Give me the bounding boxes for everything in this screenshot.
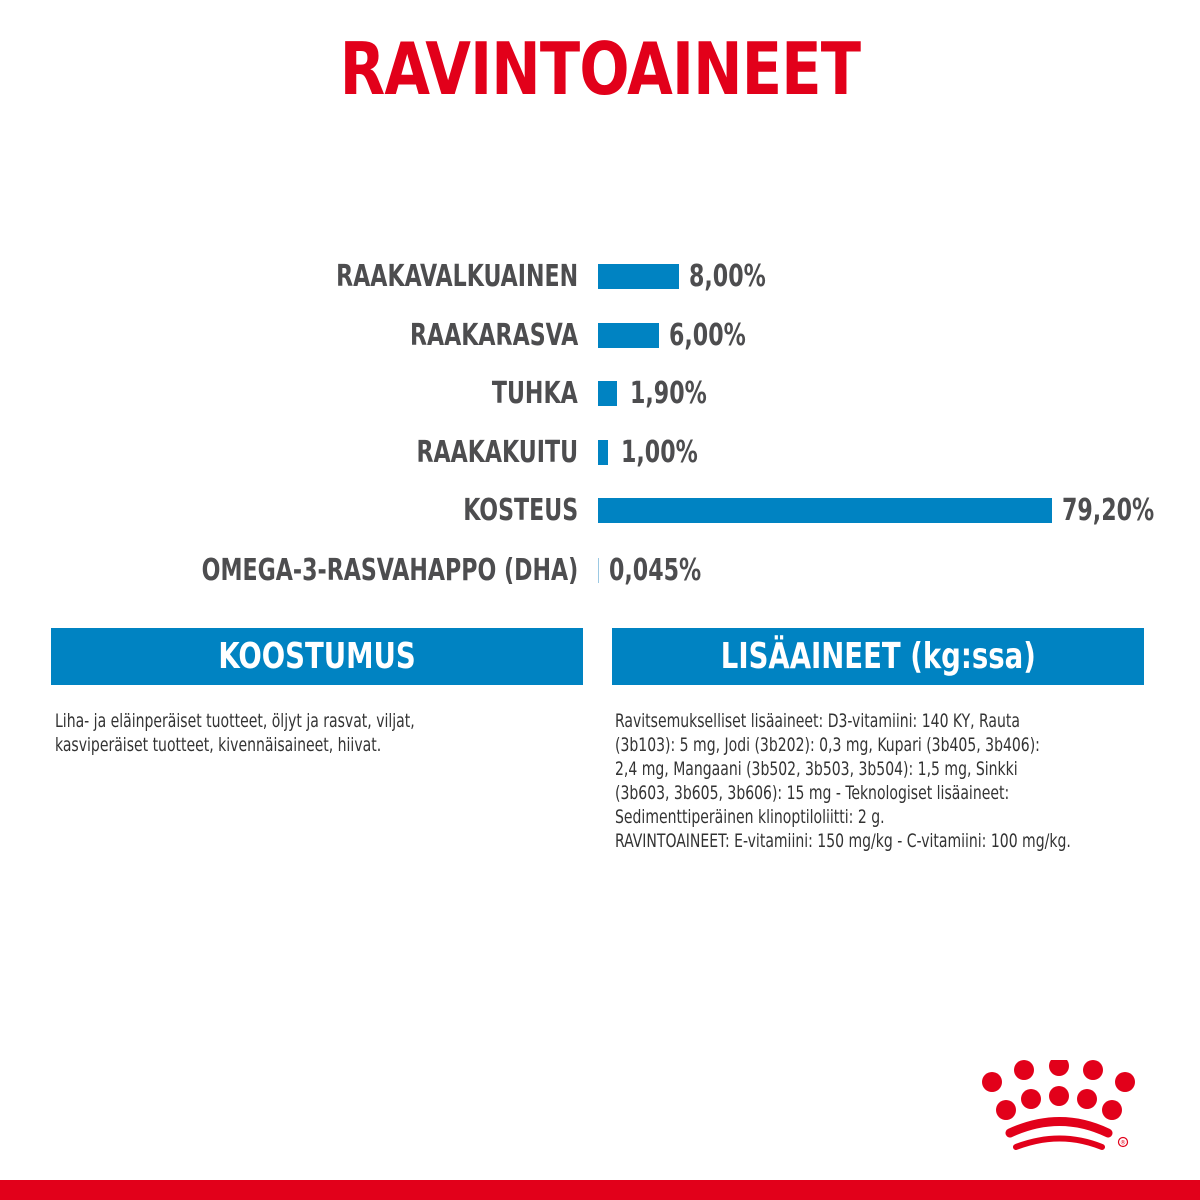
category-label: KOSTEUS bbox=[463, 493, 578, 528]
text-line: kasviperäiset tuotteet, kivennäisaineet, hiivat. bbox=[55, 734, 382, 756]
category-label: RAAKAVALKUAINEN bbox=[335, 259, 578, 294]
additives-header-text: LISÄAINEET (kg:ssa) bbox=[720, 636, 1036, 677]
bottom-brand-band bbox=[0, 1180, 1200, 1200]
text-line: Sedimenttiperäinen klinoptiloliitti: 2 g. bbox=[615, 806, 885, 828]
chart-row bbox=[0, 257, 1200, 297]
text-line: (3b603, 3b605, 3b606): 15 mg - Teknologiset lisäaineet: bbox=[615, 782, 1010, 804]
chart-row bbox=[0, 374, 1200, 414]
value-label: 1,90% bbox=[630, 376, 707, 411]
chart-row bbox=[0, 433, 1200, 473]
category-label: RAAKAKUITU bbox=[416, 435, 578, 470]
bar bbox=[598, 440, 608, 465]
additives-header bbox=[612, 628, 1144, 685]
value-label: 6,00% bbox=[669, 318, 746, 353]
chart-row bbox=[0, 316, 1200, 356]
value-label: 0,045% bbox=[609, 553, 702, 588]
bar bbox=[598, 558, 599, 583]
bar bbox=[598, 323, 659, 348]
text-line: Ravitsemukselliset lisäaineet: D3-vitamiini: 140 KY, Rauta bbox=[615, 710, 1020, 732]
composition-header-text: KOOSTUMUS bbox=[218, 636, 416, 677]
bar bbox=[598, 381, 617, 406]
composition-header bbox=[51, 628, 583, 685]
crown-icon bbox=[980, 1060, 1160, 1160]
chart-row bbox=[0, 551, 1200, 591]
value-label: 8,00% bbox=[689, 259, 766, 294]
additives-text bbox=[615, 709, 1173, 853]
text-line: Liha- ja eläinperäiset tuotteet, öljyt ja rasvat, viljat, bbox=[55, 710, 415, 732]
text-line: 2,4 mg, Mangaani (3b502, 3b503, 3b504): 1,5 mg, Sinkki bbox=[615, 758, 1018, 780]
category-label: RAAKARASVA bbox=[409, 318, 578, 353]
text-line: RAVINTOAINEET: E-vitamiini: 150 mg/kg - C-vitamiini: 100 mg/kg. bbox=[615, 830, 1071, 852]
category-label: TUHKA bbox=[492, 376, 578, 411]
value-label: 79,20% bbox=[1062, 493, 1155, 528]
registered-mark: ® bbox=[1120, 1139, 1126, 1147]
text-line: (3b103): 5 mg, Jodi (3b202): 0,3 mg, Kupari (3b405, 3b406): bbox=[615, 734, 1040, 756]
page-title: RAVINTOAINEET bbox=[339, 27, 861, 111]
category-label: OMEGA-3-RASVAHAPPO (DHA) bbox=[201, 553, 578, 588]
chart-row bbox=[0, 491, 1200, 531]
bar bbox=[598, 264, 679, 289]
composition-text bbox=[55, 709, 563, 757]
value-label: 1,00% bbox=[621, 435, 698, 470]
bar bbox=[598, 498, 1052, 523]
